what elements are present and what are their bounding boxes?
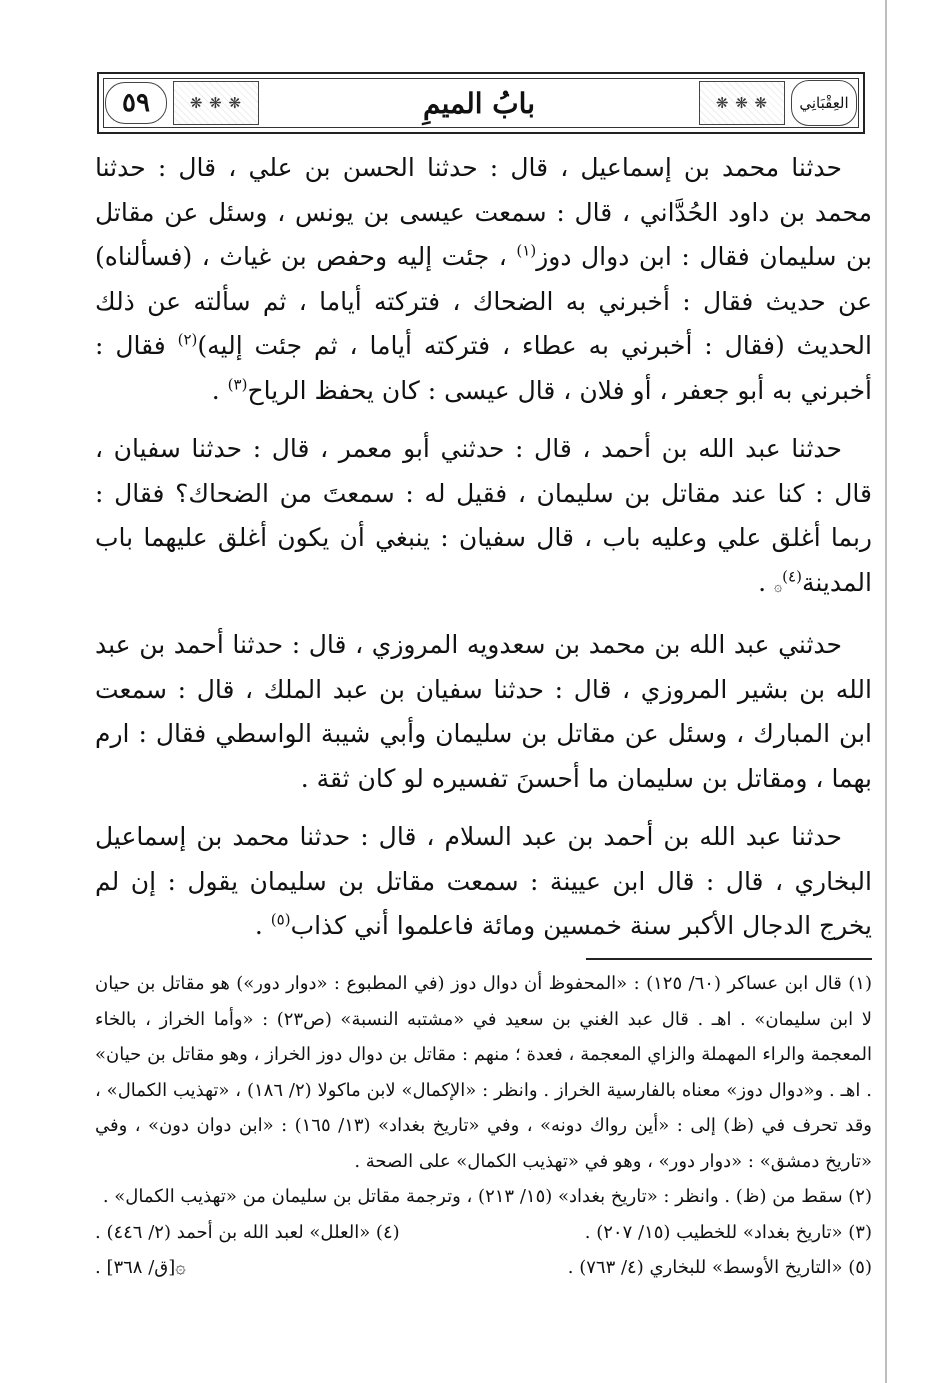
footnote-4: (٤) «العلل» لعبد الله بن أحمد (٢/ ٤٤٦) . — [95, 1221, 400, 1243]
paragraph-1-part-2: ، جئت إليه وحفص بن غياث ، (فسألناه) عن حديث فقال : أخبرني به الضحاك ، فتركته أياما ، ثم سألته عن ذلك الحديث (فقال : أخبرني به عطاء ، فتركته أياما ، ثم جئت إليه) — [95, 242, 872, 360]
footnote-ref-5: (٥) — [270, 910, 291, 929]
paragraph-1-part-4: . — [211, 375, 228, 405]
paragraph-4 — [95, 815, 872, 949]
paragraph-4-part-2: . — [254, 911, 271, 940]
paragraph-1-part-1: حدثنا محمد بن إسماعيل ، قال : حدثنا الحسن بن علي ، قال : حدثنا محمد بن داود الحُدَّاني ، قال : سمعت عيسى بن يونس ، وسئل عن مقاتل بن سليمان فقال : ابن دوال دوز — [95, 153, 872, 271]
footnote-5: (٥) «التاريخ الأوسط» للبخاري (٤/ ٧٦٣) . — [567, 1257, 872, 1278]
paragraph-2-part-1: حدثنا عبد الله بن أحمد ، قال : حدثني أبو معمر ، قال : حدثنا سفيان ، قال : كنا عند مقاتل بن سليمان ، فقيل له : سمعتَ من الضحاك؟ فقال : ربما أغلق علي وعليه باب ، قال سفيان : ينبغي أن يكون أغلق عليهما باب المدينة — [95, 434, 872, 597]
chapter-title: بابُ الميمِ — [422, 86, 535, 120]
manuscript-marker: ۞ — [773, 578, 783, 595]
footnote-ref-1: (١) — [516, 241, 537, 260]
page-edge-line — [885, 0, 887, 1383]
paragraph-3: حدثني عبد الله بن محمد بن سعدويه المروزي ، قال : حدثنا أحمد بن عبد الله بن بشير المروزي ، قال : حدثنا سفيان بن عبد الملك ، قال : سمعت ابن المبارك ، وسئل عن مقاتل بن سليمان وأبي شيبة الواسطي فقال : ارم بهما ، ومقاتل بن سليمان ما أحسنَ تفسيره لو كان ثقة . — [95, 630, 872, 793]
header-right-group — [699, 80, 857, 126]
footnotes — [95, 966, 872, 1286]
paragraph-2-part-2: . — [758, 567, 774, 597]
paragraph-2 — [95, 427, 872, 609]
main-text — [95, 146, 872, 963]
paragraph-1 — [95, 146, 872, 413]
manuscript-page-ref: ۞[ق/ ٣٦٨] . — [95, 1257, 186, 1278]
book-emblem: العِقْبَانِي — [791, 80, 857, 126]
footnote-3: (٣) «تاريخ بغداد» للخطيب (١٥/ ٢٠٧) . — [584, 1221, 872, 1243]
header-left-group — [105, 81, 259, 125]
footnote-1: (١) قال ابن عساكر (٦٠/ ١٢٥) : «المحفوظ أن دوال دوز (في المطبوع : «دوار دور») هو مقاتل بن حيان لا ابن سليمان» . اهـ . قال عبد الغني بن سعيد في «مشتبه النسبة» (ص٢٣) : «وأما الخراز ، بالخاء المعجمة والراء المهملة والزاي المعجمة ، فعدة ؛ منهم : مقاتل بن دوال دوز الخراز ، وهو مقاتل بن حيان» . اهـ . و«دوال دوز» معناه بالفارسية الخراز . وانظر : «الإكمال» لابن ماكولا (٢/ ١٨٦) ، «تهذيب الكمال» ، وقد تحرف في (ظ) إلى : «أين رواك دونه» ، وفي «تاريخ بغداد» (١٣/ ١٦٥) : «ابن دوان دون» ، وفي «تاريخ دمشق» : «دوار دور» ، وهو في «تهذيب الكمال» على الصحة . — [95, 973, 872, 1172]
footnote-row-3-4 — [95, 1215, 872, 1251]
footnote-ref-2: (٢) — [177, 330, 198, 349]
ornament-right: ❋ ❋ ❋ — [699, 81, 785, 125]
page-header — [97, 72, 865, 134]
paragraph-4-part-1: حدثنا عبد الله بن أحمد بن عبد السلام ، قال : حدثنا محمد بن إسماعيل البخاري ، قال : قال ابن عيينة : سمعت مقاتل بن سليمان يقول : إن لم يخرج الدجال الأكبر سنة خمسين ومائة فاعلموا أني كذاب — [95, 822, 872, 940]
footnote-ref-3: (٣) — [227, 375, 248, 394]
footnote-ref-4: (٤) — [782, 567, 802, 586]
paragraph-1-part-3: فقال : أخبرني به أبو جعفر ، أو فلان ، قال عيسى : كان يحفظ الرياح — [95, 331, 872, 405]
footnote-2: (٢) سقط من (ظ) . وانظر : «تاريخ بغداد» (١٥/ ٢١٣) ، وترجمة مقاتل بن سليمان من «تهذيب الكمال» . — [102, 1186, 872, 1207]
footnote-row-5 — [95, 1250, 872, 1286]
page-number: ٥٩ — [105, 82, 167, 124]
ornament-left: ❋ ❋ ❋ — [173, 81, 259, 125]
footnote-separator — [586, 958, 872, 960]
